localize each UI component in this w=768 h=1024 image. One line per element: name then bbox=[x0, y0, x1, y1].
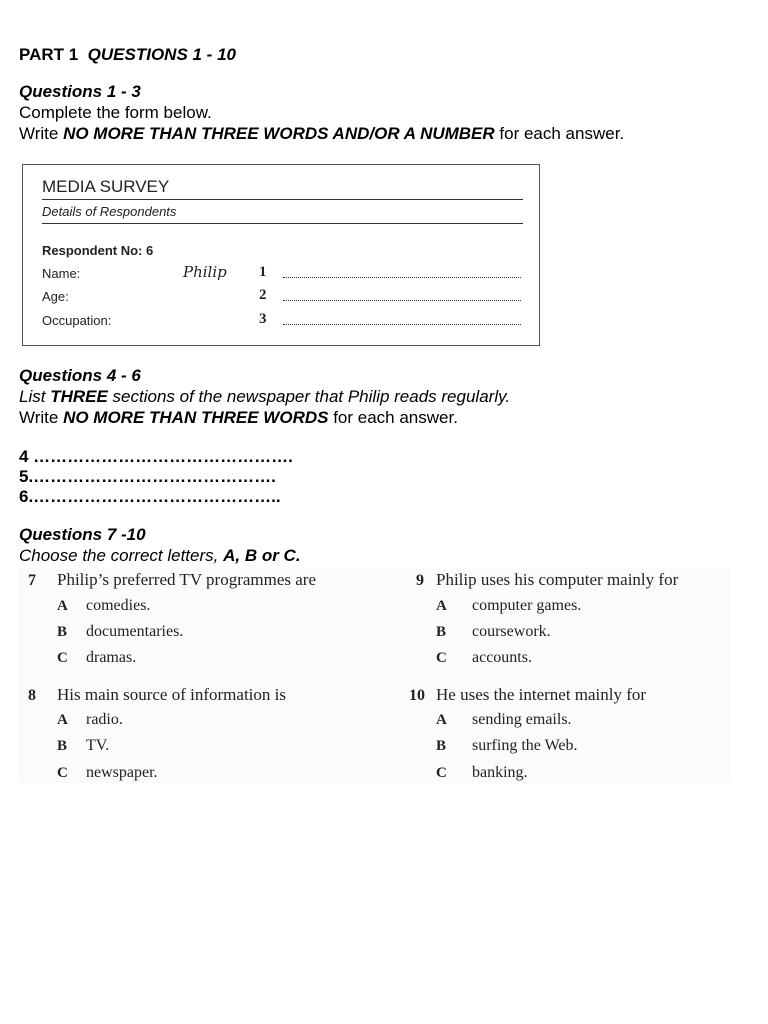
q7-option-b-text: documentaries. bbox=[86, 623, 184, 640]
write-prefix: Write bbox=[19, 408, 64, 427]
instruction-prefix: Choose the correct letters, bbox=[19, 546, 224, 565]
answer-line-1[interactable] bbox=[283, 277, 521, 278]
q9-option-a-text: computer games. bbox=[472, 597, 582, 614]
q9-option-b-text: coursework. bbox=[472, 623, 551, 640]
respondent-number: Respondent No: 6 bbox=[42, 243, 154, 258]
answer-line-6[interactable]: 6.…………………………………….. bbox=[19, 487, 281, 506]
q8-option-b-letter[interactable]: B bbox=[57, 738, 68, 754]
write-suffix: for each answer. bbox=[494, 124, 625, 143]
list-suffix: sections of the newspaper that Philip reads regularly. bbox=[107, 387, 511, 406]
q4-6-instruction bbox=[19, 387, 510, 407]
q7-option-a-letter[interactable]: A bbox=[57, 598, 68, 614]
answer-line-3[interactable] bbox=[283, 324, 521, 325]
q7-option-b-letter[interactable]: B bbox=[57, 624, 68, 640]
q10-option-b-text: surfing the Web. bbox=[472, 737, 578, 754]
q1-3-heading: Questions 1 - 3 bbox=[19, 82, 141, 101]
part-header bbox=[19, 45, 236, 65]
instruction-choices: A, B or C. bbox=[223, 546, 301, 565]
q10-option-a-text: sending emails. bbox=[472, 711, 572, 728]
q8-option-a-text: radio. bbox=[86, 711, 123, 728]
age-label: Age: bbox=[42, 289, 69, 304]
q10-option-c-text: banking. bbox=[472, 764, 528, 781]
question-9-number: 9 bbox=[416, 572, 424, 589]
q7-10-instruction bbox=[19, 546, 301, 566]
media-survey-form bbox=[22, 164, 540, 346]
write-prefix: Write bbox=[19, 124, 64, 143]
question-9-text: Philip uses his computer mainly for bbox=[436, 570, 679, 589]
part-questions: QUESTIONS 1 - 10 bbox=[87, 45, 236, 64]
q8-option-c-letter[interactable]: C bbox=[57, 765, 68, 781]
q9-option-b-letter[interactable]: B bbox=[436, 624, 447, 640]
question-10-text: He uses the internet mainly for bbox=[436, 685, 647, 704]
answer-line-4[interactable]: 4 ………………………………………. bbox=[19, 447, 293, 466]
q9-option-c-text: accounts. bbox=[472, 649, 532, 666]
question-8-text: His main source of information is bbox=[57, 685, 286, 704]
q1-3-write-instruction bbox=[19, 124, 624, 144]
q8-option-b-text: TV. bbox=[86, 737, 110, 754]
form-title: MEDIA SURVEY bbox=[42, 177, 170, 196]
q10-option-b-letter[interactable]: B bbox=[436, 738, 447, 754]
part-label: PART 1 bbox=[19, 45, 79, 64]
question-7-number: 7 bbox=[28, 572, 36, 589]
write-limit: NO MORE THAN THREE WORDS bbox=[63, 408, 329, 427]
q10-option-c-letter[interactable]: C bbox=[436, 765, 447, 781]
q8-option-a-letter[interactable]: A bbox=[57, 712, 68, 728]
question-10-number: 10 bbox=[409, 687, 425, 704]
q7-10-heading: Questions 7 -10 bbox=[19, 525, 146, 544]
q9-option-a-letter[interactable]: A bbox=[436, 598, 447, 614]
occupation-label: Occupation: bbox=[42, 313, 112, 328]
write-limit: NO MORE THAN THREE WORDS AND/OR A NUMBER bbox=[63, 124, 495, 143]
q7-option-c-text: dramas. bbox=[86, 649, 137, 666]
form-subtitle: Details of Respondents bbox=[42, 204, 177, 219]
answer-line-5[interactable]: 5.……………………………………. bbox=[19, 467, 276, 486]
divider bbox=[42, 199, 523, 200]
q7-option-a-text: comedies. bbox=[86, 597, 151, 614]
q9-option-c-letter[interactable]: C bbox=[436, 650, 447, 666]
list-count: THREE bbox=[50, 387, 108, 406]
q4-6-write-instruction bbox=[19, 408, 458, 428]
answer-number-3: 3 bbox=[259, 311, 267, 327]
answer-line-2[interactable] bbox=[283, 300, 521, 301]
divider bbox=[42, 223, 523, 224]
q1-3-instruction: Complete the form below. bbox=[19, 103, 212, 122]
answer-number-2: 2 bbox=[259, 287, 267, 303]
q4-6-heading: Questions 4 - 6 bbox=[19, 366, 141, 385]
question-8-number: 8 bbox=[28, 687, 36, 704]
q8-option-c-text: newspaper. bbox=[86, 764, 158, 781]
name-value: Philip bbox=[183, 263, 227, 281]
answer-number-1: 1 bbox=[259, 264, 267, 280]
write-suffix: for each answer. bbox=[328, 408, 458, 427]
question-7-text: Philip’s preferred TV programmes are bbox=[57, 570, 317, 589]
name-label: Name: bbox=[42, 266, 81, 281]
q10-option-a-letter[interactable]: A bbox=[436, 712, 447, 728]
q7-option-c-letter[interactable]: C bbox=[57, 650, 68, 666]
list-prefix: List bbox=[19, 387, 51, 406]
